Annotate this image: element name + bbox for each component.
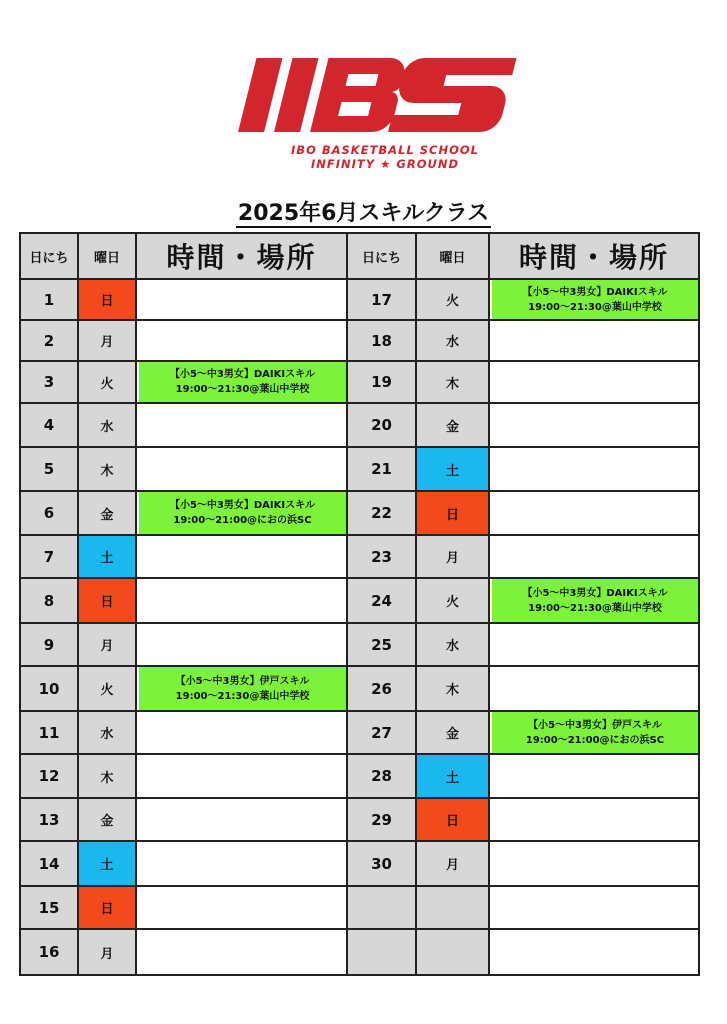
weekday-sunday: 日 xyxy=(79,887,137,930)
time-place-slot xyxy=(490,492,698,536)
weekday: 木 xyxy=(417,667,490,712)
weekday: 水 xyxy=(79,712,137,755)
day-number: 27 xyxy=(348,712,417,755)
day-number: 16 xyxy=(21,930,79,974)
class-event xyxy=(139,492,346,534)
weekday: 水 xyxy=(79,404,137,448)
day-number: 9 xyxy=(21,624,79,667)
day-number: 4 xyxy=(21,404,79,448)
time-place-slot xyxy=(137,579,348,624)
ibs-logo-mark xyxy=(230,52,540,142)
time-place-slot xyxy=(490,799,698,842)
event-title: 【小5〜中3男女】DAIKIスキル xyxy=(522,587,668,599)
day-number: 6 xyxy=(21,492,79,536)
logo-subtitle-infinity: INFINITY ★ GROUND xyxy=(310,157,459,171)
time-place-slot xyxy=(137,755,348,799)
weekday: 月 xyxy=(79,930,137,974)
weekday: 金 xyxy=(417,712,490,755)
day-number: 15 xyxy=(21,887,79,930)
ibs-logo xyxy=(230,52,540,142)
day-number: 20 xyxy=(348,404,417,448)
weekday-saturday: 土 xyxy=(417,755,490,799)
day-number: 24 xyxy=(348,579,417,624)
day-number: 1 xyxy=(21,280,79,321)
day-number: 21 xyxy=(348,448,417,492)
weekday: 火 xyxy=(79,667,137,712)
time-place-slot xyxy=(490,755,698,799)
time-place-slot xyxy=(490,624,698,667)
day-number: 2 xyxy=(21,321,79,362)
weekday-saturday: 土 xyxy=(79,536,137,579)
time-place-slot xyxy=(490,842,698,887)
time-place-slot xyxy=(137,362,348,404)
event-title: 【小5〜中3男女】伊戸スキル xyxy=(528,719,662,731)
day-number: 11 xyxy=(21,712,79,755)
event-time-location: 19:00〜21:30@葉山中学校 xyxy=(528,301,662,313)
weekday-sunday: 日 xyxy=(79,579,137,624)
class-event xyxy=(492,280,698,319)
event-title: 【小5〜中3男女】DAIKIスキル xyxy=(169,500,316,511)
day-number: 19 xyxy=(348,362,417,404)
time-place-slot xyxy=(490,280,698,321)
class-event xyxy=(492,712,698,753)
page-title xyxy=(0,196,727,227)
time-place-slot xyxy=(490,321,698,362)
day-number: 30 xyxy=(348,842,417,887)
event-time-location: 19:00〜21:00@におの浜SC xyxy=(525,734,665,746)
time-place-slot xyxy=(490,930,698,974)
event-time-location: 19:00〜21:30@葉山中学校 xyxy=(175,384,310,395)
day-number: 25 xyxy=(348,624,417,667)
time-place-slot xyxy=(490,448,698,492)
time-place-slot xyxy=(137,492,348,536)
time-place-slot xyxy=(490,404,698,448)
day-number: 14 xyxy=(21,842,79,887)
weekday: 木 xyxy=(79,755,137,799)
time-place-slot xyxy=(490,667,698,712)
time-place-slot xyxy=(137,667,348,712)
time-place-slot xyxy=(137,799,348,842)
day-number: 7 xyxy=(21,536,79,579)
weekday: 火 xyxy=(417,280,490,321)
event-time-location: 19:00〜21:30@葉山中学校 xyxy=(528,602,662,614)
weekday-saturday: 土 xyxy=(417,448,490,492)
weekday: 木 xyxy=(417,362,490,404)
time-place-slot xyxy=(490,712,698,755)
time-place-slot xyxy=(490,579,698,624)
header-time-place: 時間・場所 xyxy=(137,234,348,280)
weekday: 金 xyxy=(417,404,490,448)
weekday-sunday: 日 xyxy=(417,799,490,842)
day-number: 5 xyxy=(21,448,79,492)
weekday: 月 xyxy=(417,536,490,579)
schedule-table xyxy=(19,232,700,976)
header-day: 日にち xyxy=(21,234,79,280)
weekday: 月 xyxy=(79,321,137,362)
weekday: 木 xyxy=(79,448,137,492)
weekday-saturday: 土 xyxy=(79,842,137,887)
time-place-slot xyxy=(490,362,698,404)
header-weekday: 曜日 xyxy=(79,234,137,280)
class-event xyxy=(139,667,346,710)
day-number: 8 xyxy=(21,579,79,624)
time-place-slot xyxy=(137,887,348,930)
time-place-slot xyxy=(137,280,348,321)
time-place-slot xyxy=(137,842,348,887)
event-title: 【小5〜中3男女】DAIKIスキル xyxy=(522,286,668,298)
time-place-slot xyxy=(490,887,698,930)
day-number: 18 xyxy=(348,321,417,362)
day-number: 26 xyxy=(348,667,417,712)
time-place-slot xyxy=(137,624,348,667)
day-number: 29 xyxy=(348,799,417,842)
page-title-text: 2025年6月スキルクラス xyxy=(237,201,490,226)
empty-cell xyxy=(417,887,490,930)
day-number: 22 xyxy=(348,492,417,536)
header-time-place: 時間・場所 xyxy=(490,234,698,280)
weekday: 水 xyxy=(417,321,490,362)
weekday: 火 xyxy=(79,362,137,404)
day-number: 17 xyxy=(348,280,417,321)
time-place-slot xyxy=(137,930,348,974)
day-number: 3 xyxy=(21,362,79,404)
empty-cell xyxy=(348,887,417,930)
class-event xyxy=(139,362,346,402)
day-number: 28 xyxy=(348,755,417,799)
header-weekday: 曜日 xyxy=(417,234,490,280)
weekday: 火 xyxy=(417,579,490,624)
event-time-location: 19:00〜21:30@葉山中学校 xyxy=(175,690,310,702)
empty-cell xyxy=(417,930,490,974)
day-number: 23 xyxy=(348,536,417,579)
time-place-slot xyxy=(490,536,698,579)
weekday: 月 xyxy=(79,624,137,667)
weekday: 金 xyxy=(79,799,137,842)
day-number: 12 xyxy=(21,755,79,799)
time-place-slot xyxy=(137,321,348,362)
empty-cell xyxy=(348,930,417,974)
event-title: 【小5〜中3男女】DAIKIスキル xyxy=(169,369,316,380)
day-number: 10 xyxy=(21,667,79,712)
time-place-slot xyxy=(137,536,348,579)
day-number: 13 xyxy=(21,799,79,842)
weekday: 月 xyxy=(417,842,490,887)
weekday-sunday: 日 xyxy=(417,492,490,536)
time-place-slot xyxy=(137,448,348,492)
weekday: 金 xyxy=(79,492,137,536)
weekday: 水 xyxy=(417,624,490,667)
header-day: 日にち xyxy=(348,234,417,280)
class-event xyxy=(492,579,698,622)
time-place-slot xyxy=(137,712,348,755)
event-title: 【小5〜中3男女】伊戸スキル xyxy=(175,675,310,687)
logo-subtitle-school: IBO BASKETBALL SCHOOL xyxy=(291,143,479,157)
time-place-slot xyxy=(137,404,348,448)
event-time-location: 19:00〜21:00@におの浜SC xyxy=(173,515,312,526)
weekday-sunday: 日 xyxy=(79,280,137,321)
